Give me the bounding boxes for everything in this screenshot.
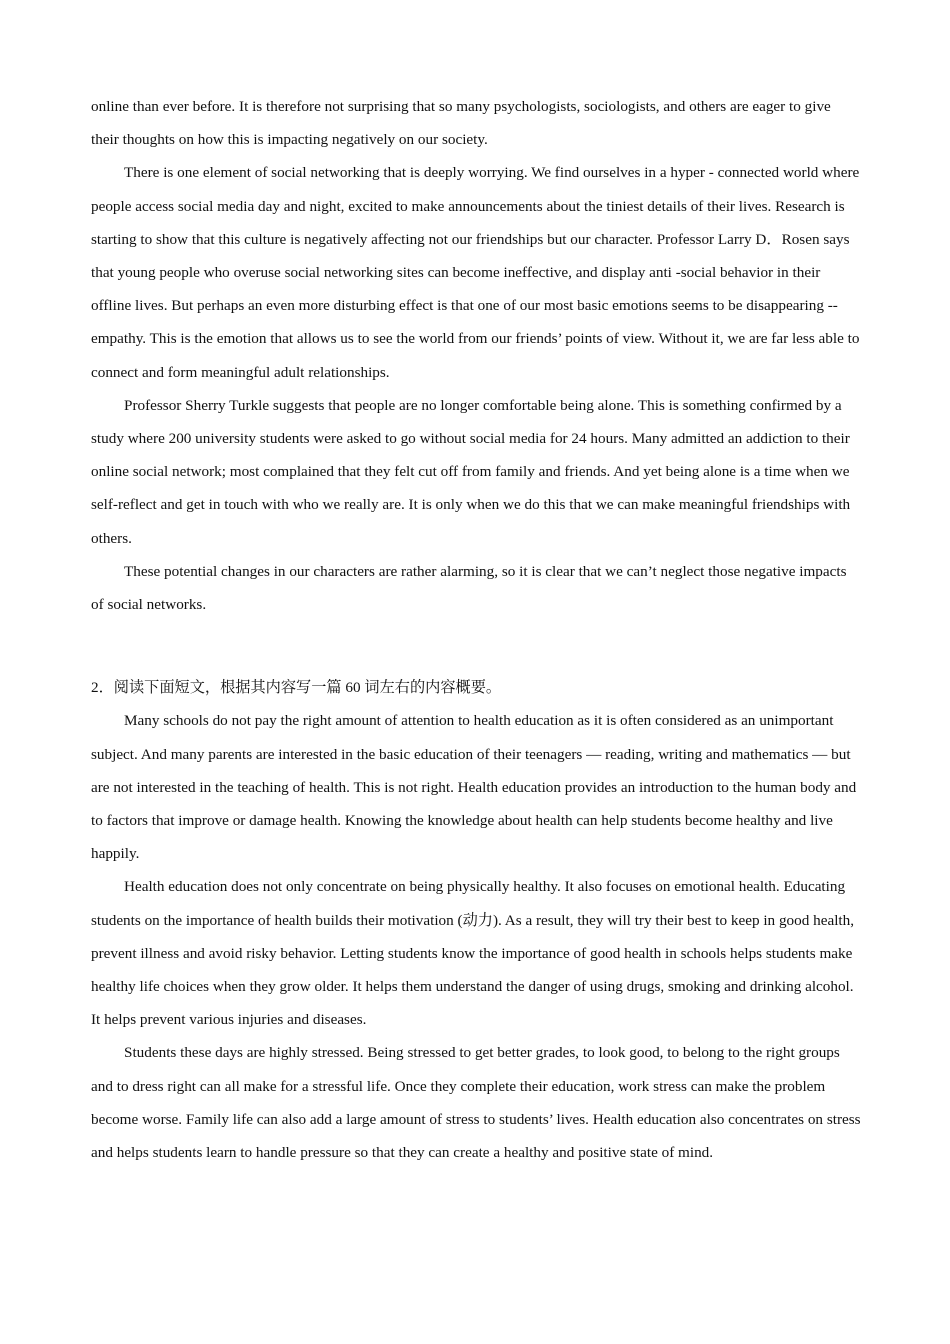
passage-2-paragraph-1: Many schools do not pay the right amount of attention to health education as it is often considered as an unimportant subject. And many parents are interested in the basic education of their teenagers — reading, writing and mathematics — but are not interested in the teaching of health. This is not right. Health education provides an introduction to the human body and to factors that improve or damage health. Knowing the knowledge about health can help students become healthy and live happily.: [91, 712, 857, 863]
passage-2-paragraph-2: Health education does not only concentrate on being physically healthy. It also focuses on emotional health. Educating students on the importance of health builds their motivation (动力). As a result, they will try their best to keep in good health, prevent illness and avoid risky behavior. Letting students know the importance of good health in schools helps students make healthy life choices when they grow older. It helps them understand the danger of using drugs, smoking and drinking alcohol. It helps prevent various injuries and diseases.: [91, 878, 855, 1029]
passage-1-paragraph-1: online than ever before. It is therefore not surprising that so many psychologists, sociologists, and others are eager to give their thoughts on how this is impacting negatively on our society.: [91, 98, 831, 149]
question-2-heading: [91, 671, 861, 704]
passage-1-paragraph-3: Professor Sherry Turkle suggests that people are no longer comfortable being alone. This is something confirmed by a study where 200 university students were asked to go without social media for 24 hours. Many admitted an addiction to their online social network; most complained that they felt cut off from family and friends. And yet being alone is a time when we self-reflect and get in touch with who we really are. It is only when we do this that we can make meaningful friendships with others.: [91, 396, 851, 547]
passage-2-paragraph-3: Students these days are highly stressed. Being stressed to get better grades, to look good, to belong to the right groups and to dress right can all make for a stressful life. Once they complete their education, work stress can make the problem become worse. Family life can also add a large amount of stress to students’ lives. Health education also concentrates on stress and helps students learn to handle pressure so that they can create a healthy and positive state of mind.: [91, 1044, 861, 1162]
document-page: [91, 90, 861, 1169]
question-instruction: 阅读下面短文，根据其内容写一篇 60 词左右的内容概要。: [113, 679, 502, 697]
passage-1-paragraph-4: These potential changes in our characters are rather alarming, so it is clear that we can’t neglect those negative impacts of social networks.: [91, 562, 847, 614]
question-number: 2．: [91, 679, 114, 697]
passage-1-paragraph-2: There is one element of social networking that is deeply worrying. We find ourselves in a hyper - connected world where people access social media day and night, excited to make announcements about the tiniest details of their lives. Research is starting to show that this culture is negatively affecting not our friendships but our character. Professor Larry D．Rosen says that young people who overuse social networking sites can become ineffective, and display anti -social behavior in their offline lives. But perhaps an even more disturbing effect is that one of our most basic emotions seems to be disappearing --empathy. This is the emotion that allows us to see the world from our friends’ points of view. Without it, we are far less able to connect and form meaningful adult relationships.: [91, 164, 860, 381]
